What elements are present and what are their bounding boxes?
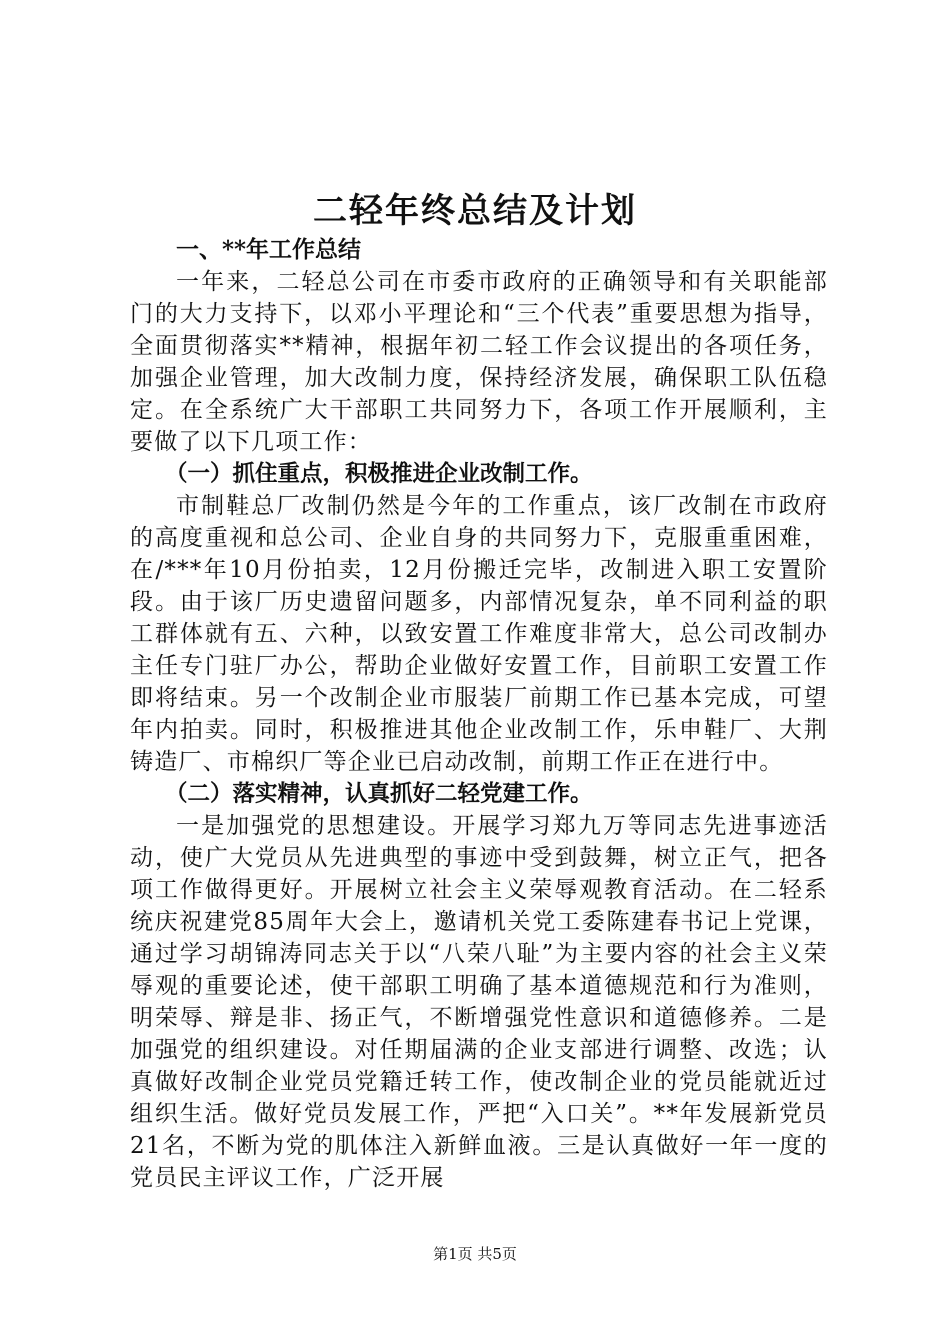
document-body (130, 234, 828, 1194)
page-title: 二轻年终总结及计划 (313, 191, 637, 231)
paragraph-1: 一年来，二轻总公司在市委市政府的正确领导和有关职能部门的大力支持下，以邓小平理论和“三个代表”重要思想为指导，全面贯彻落实**精神，根据年初二轻工作会议提出的各项任务，加强企业管理，加大改制力度，保持经济发展，确保职工队伍稳定。在全系统广大干部职工共同努力下，各项工作开展顺利，主要做了以下几项工作： (130, 269, 828, 455)
section-heading-1: 一、**年工作总结 (176, 236, 362, 263)
paragraph-2: 市制鞋总厂改制仍然是今年的工作重点，该厂改制在市政府的高度重视和总公司、企业自身的共同努力下，克服重重困难，在/***年10月份拍卖，12月份搬迁完毕，改制进入职工安置阶段。由于该厂历史遗留问题多，内部情况复杂，单不同利益的职工群体就有五、六种，以致安置工作难度非常大，总公司改制办主任专门驻厂办公，帮助企业做好安置工作，目前职工安置工作即将结束。另一个改制企业市服装厂前期工作已基本完成，可望年内拍卖。同时，积极推进其他企业改制工作，乐申鞋厂、大荆铸造厂、市棉织厂等企业已启动改制，前期工作正在进行中。 (130, 493, 828, 775)
paragraph-3: 一是加强党的思想建设。开展学习郑九万等同志先进事迹活动，使广大党员从先进典型的事迹中受到鼓舞，树立正气，把各项工作做得更好。开展树立社会主义荣辱观教育活动。在二轻系统庆祝建党85周年大会上，邀请机关党工委陈建春书记上党课，通过学习胡锦涛同志关于以“八荣八耻”为主要内容的社会主义荣辱观的重要论述，使干部职工明确了基本道德规范和行为准则，明荣辱、辩是非、扬正气，不断增强党性意识和道德修养。二是加强党的组织建设。对任期届满的企业支部进行调整、改选；认真做好改制企业党员党籍迁转工作，使改制企业的党员能就近过组织生活。做好党员发展工作，严把“入口关”。**年发展新党员21名，不断为党的肌体注入新鲜血液。三是认真做好一年一度的党员民主评议工作，广泛开展 (130, 813, 828, 1191)
page-footer: 第1页 共5页 (433, 1245, 517, 1263)
subsection-heading-2: （二）落实精神，认真抓好二轻党建工作。 (165, 781, 593, 807)
subsection-heading-1: （一）抓住重点，积极推进企业改制工作。 (165, 461, 593, 487)
